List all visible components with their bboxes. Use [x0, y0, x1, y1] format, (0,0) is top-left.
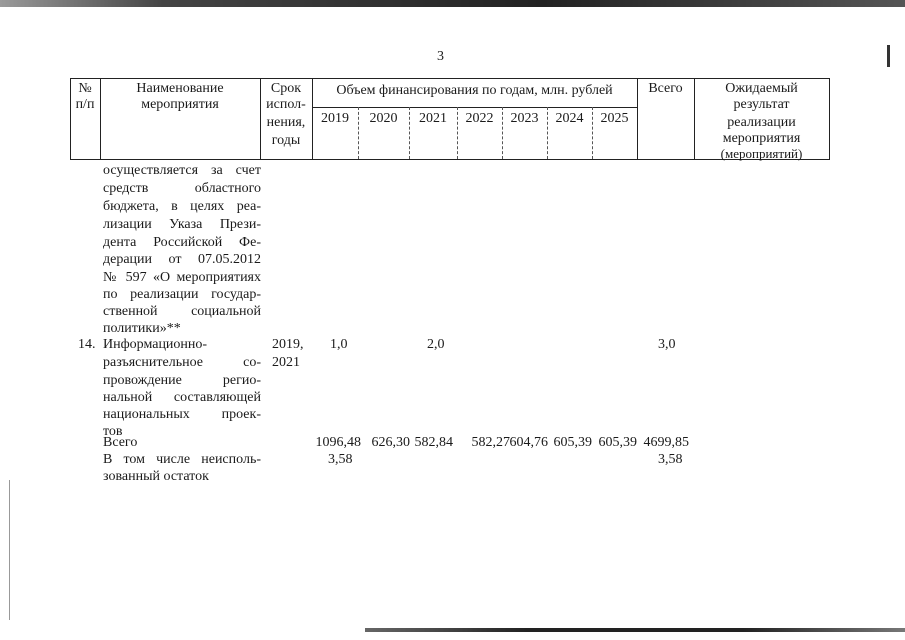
header-result-line1: Ожидаемый [725, 81, 798, 96]
continued-line: средств областного [103, 181, 261, 196]
header-year-2020: 2020 [369, 111, 398, 126]
header-year-2025: 2025 [600, 111, 629, 126]
row-name-line: национальных проек- [103, 407, 261, 422]
header-num-line1: № [78, 81, 92, 96]
unused-value-2019: 3,58 [328, 452, 353, 467]
header-result-line4: мероприятия [722, 131, 801, 146]
header-term-line4: годы [271, 133, 301, 148]
continued-line: политики»** [103, 321, 181, 336]
header-year-2024: 2024 [555, 111, 584, 126]
continued-line: осуществляется за счет [103, 163, 261, 178]
header-result-line5: (мероприятий) [720, 146, 803, 161]
row-name-line: нальной составляющей [103, 390, 261, 405]
header-year-2022: 2022 [465, 111, 494, 126]
row-name-line: разъяснительное со- [103, 355, 261, 370]
total-value-sum: 4699,85 [643, 435, 689, 450]
continued-line: дерации от 07.05.2012 [103, 252, 261, 267]
header-year-2021: 2021 [419, 111, 447, 126]
unused-label-line: зованный остаток [103, 469, 209, 484]
scan-edge-top [0, 0, 905, 7]
total-value-2023: 604,76 [509, 435, 548, 450]
row-value-2021: 2,0 [427, 337, 445, 352]
header-num-line2: п/п [75, 97, 95, 112]
continued-line: № 597 «О мероприятиях [103, 270, 261, 285]
header-result-line2: результат [733, 97, 790, 112]
scan-mark-left [9, 480, 10, 620]
continued-line: дента Российской Фе- [103, 235, 261, 250]
continued-line: ственной социальной [103, 304, 261, 319]
page-number: 3 [437, 49, 444, 64]
row-term-line: 2021 [272, 355, 300, 370]
total-label: Всего [103, 435, 138, 450]
total-value-2022: 582,27 [471, 435, 510, 450]
header-funding: Объем финансирования по годам, млн. рублей [336, 83, 613, 98]
total-value-2024: 605,39 [553, 435, 592, 450]
row-value-2019: 1,0 [330, 337, 348, 352]
row-name-line: тов [103, 424, 123, 439]
header-total: Всего [648, 81, 683, 96]
continued-line: по реализации государ- [103, 287, 261, 302]
header-name-line1: Наименование [136, 81, 224, 96]
total-value-2021: 582,84 [414, 435, 453, 450]
header-name-line2: мероприятия [141, 97, 219, 112]
total-value-2025: 605,39 [598, 435, 637, 450]
total-value-2020: 626,30 [371, 435, 410, 450]
row-name-line: провождение регио- [103, 373, 261, 388]
total-value-2019: 1096,48 [315, 435, 361, 450]
header-term-line1: Срок [270, 81, 302, 96]
scan-edge-bottom [365, 628, 905, 632]
header-term-line2: испол- [266, 97, 306, 112]
row-number: 14. [78, 337, 96, 352]
row-name-line: Информационно- [103, 337, 208, 352]
header-result-line3: реализации [727, 115, 796, 130]
unused-value-total: 3,58 [658, 452, 683, 467]
continued-line: бюджета, в целях реа- [103, 199, 261, 214]
header-year-2019: 2019 [321, 111, 349, 126]
continued-line: лизации Указа Прези- [103, 217, 261, 232]
table-header [70, 78, 830, 160]
header-year-2023: 2023 [510, 111, 539, 126]
unused-label-line: В том числе неисполь- [103, 452, 261, 467]
row-value-total: 3,0 [658, 337, 676, 352]
scan-mark-right [887, 45, 890, 67]
header-term-line3: нения, [266, 115, 306, 130]
row-term-line: 2019, [272, 337, 304, 352]
